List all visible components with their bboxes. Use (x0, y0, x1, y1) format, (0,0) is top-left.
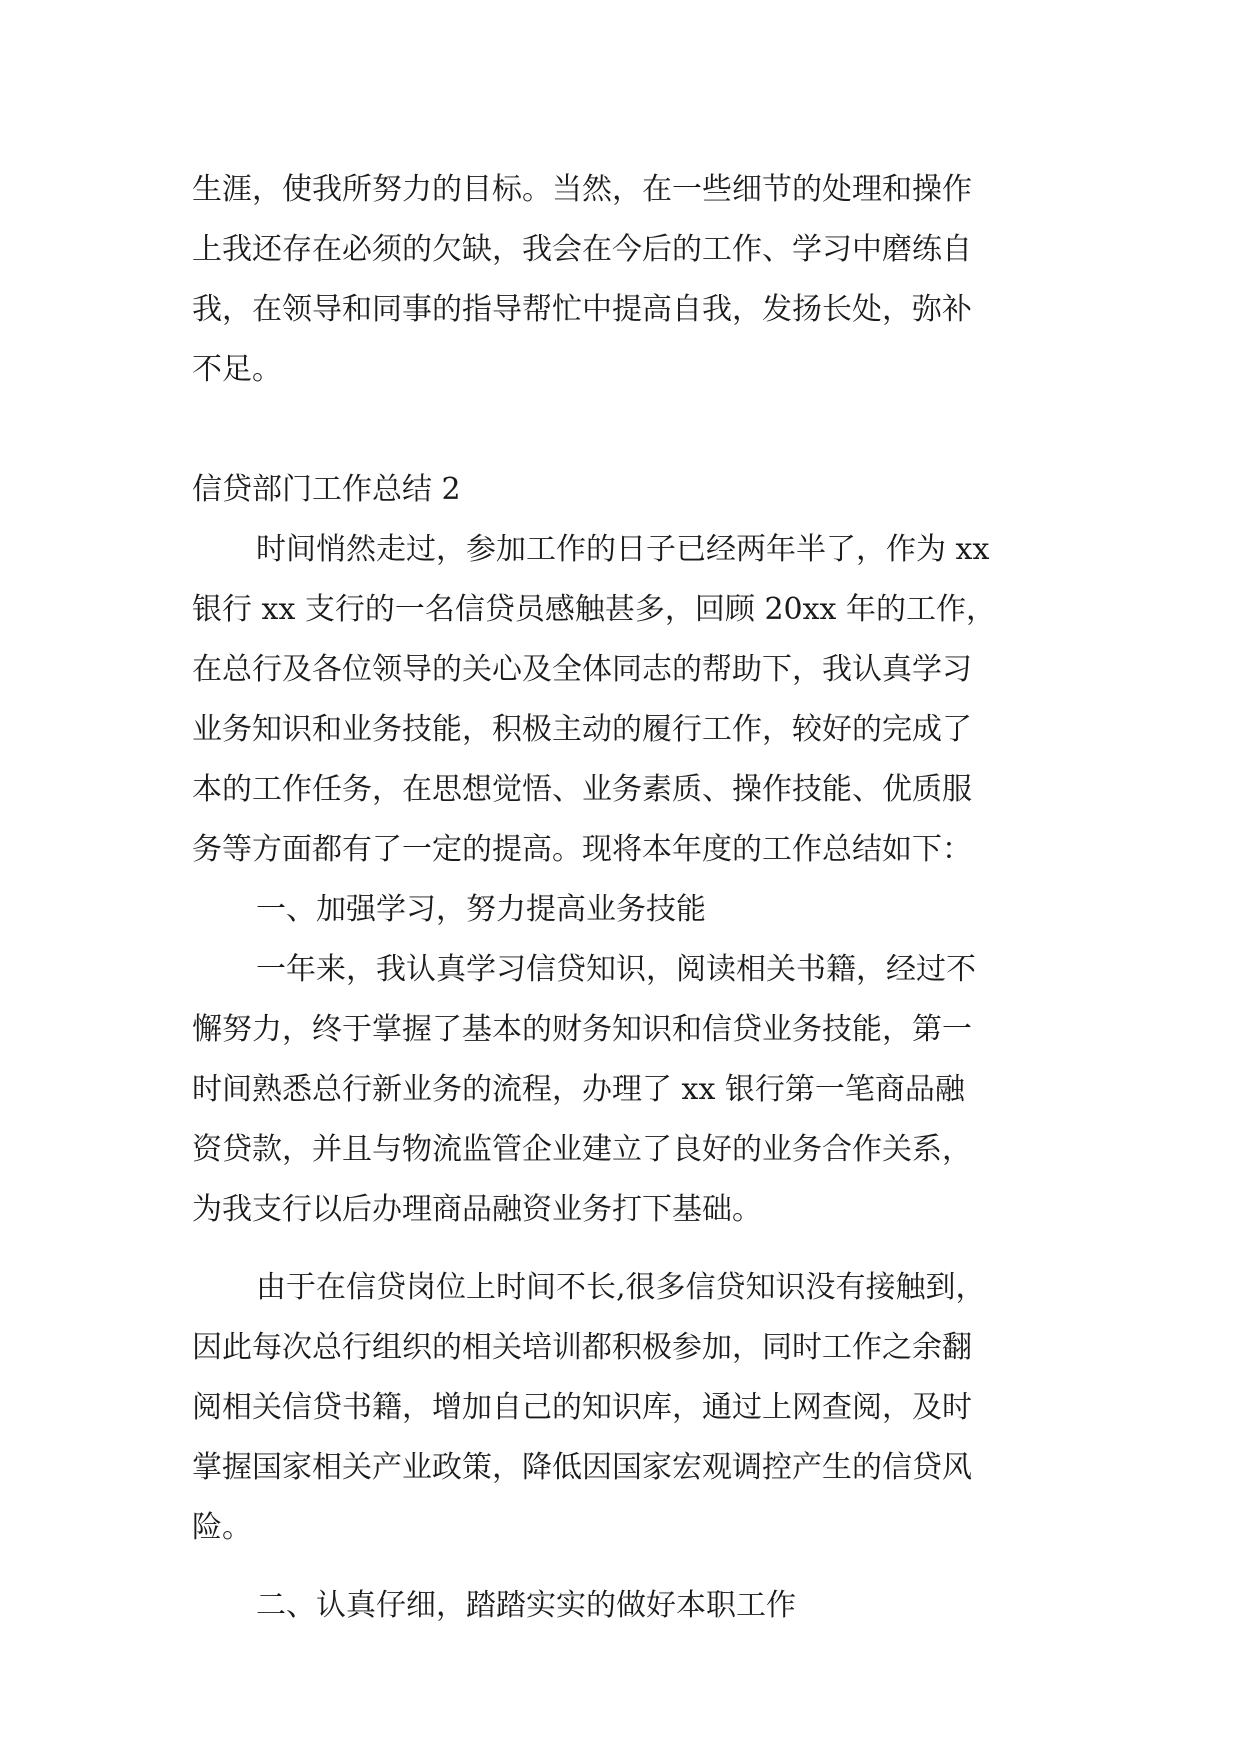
text-line: 一年来，我认真学习信贷知识，阅读相关书籍，经过不 (256, 952, 976, 987)
text-line: 务等方面都有了一定的提高。现将本年度的工作总结如下： (192, 832, 972, 867)
paragraph-intro (192, 520, 1072, 880)
spacer (192, 1558, 1072, 1576)
spacer (192, 1240, 1072, 1258)
subsection-title-1: 一、加强学习，努力提高业务技能 (256, 892, 706, 927)
text-line: 掌握国家相关产业政策，降低因国家宏观调控产生的信贷风 (192, 1450, 972, 1485)
paragraph-training (192, 1258, 1072, 1558)
text-line: 我，在领导和同事的指导帮忙中提高自我，发扬长处，弥补 (192, 292, 972, 327)
text-line: 不足。 (192, 352, 282, 387)
paragraph-study (192, 940, 1072, 1240)
text-line: 在总行及各位领导的关心及全体同志的帮助下，我认真学习 (192, 652, 972, 687)
text-line: 银行 xx 支行的一名信贷员感触甚多，回顾 20xx 年的工作， (192, 592, 996, 627)
paragraph-continued (192, 160, 1072, 400)
text-line: 生涯，使我所努力的目标。当然，在一些细节的处理和操作 (192, 172, 972, 207)
subsection-title-2: 二、认真仔细，踏踏实实的做好本职工作 (256, 1588, 796, 1623)
text-line: 本的工作任务，在思想觉悟、业务素质、操作技能、优质服 (192, 772, 972, 807)
spacer (192, 400, 1072, 460)
text-line: 时间悄然走过，参加工作的日子已经两年半了，作为 xx (256, 532, 990, 567)
text-line: 由于在信贷岗位上时间不长,很多信贷知识没有接触到， (256, 1270, 986, 1305)
text-line: 上我还存在必须的欠缺，我会在今后的工作、学习中磨练自 (192, 232, 972, 267)
section-heading: 信贷部门工作总结 2 (192, 472, 461, 507)
text-line: 阅相关信贷书籍，增加自己的知识库，通过上网查阅，及时 (192, 1390, 972, 1425)
text-line: 险。 (192, 1510, 252, 1545)
text-line: 因此每次总行组织的相关培训都积极参加，同时工作之余翻 (192, 1330, 972, 1365)
text-line: 为我支行以后办理商品融资业务打下基础。 (192, 1192, 762, 1227)
text-line: 业务知识和业务技能，积极主动的履行工作，较好的完成了 (192, 712, 972, 747)
document-body (192, 160, 1072, 1636)
text-line: 资贷款，并且与物流监管企业建立了良好的业务合作关系， (192, 1132, 972, 1167)
text-line: 懈努力，终于掌握了基本的财务知识和信贷业务技能，第一 (192, 1012, 972, 1047)
text-line: 时间熟悉总行新业务的流程，办理了 xx 银行第一笔商品融 (192, 1072, 965, 1107)
